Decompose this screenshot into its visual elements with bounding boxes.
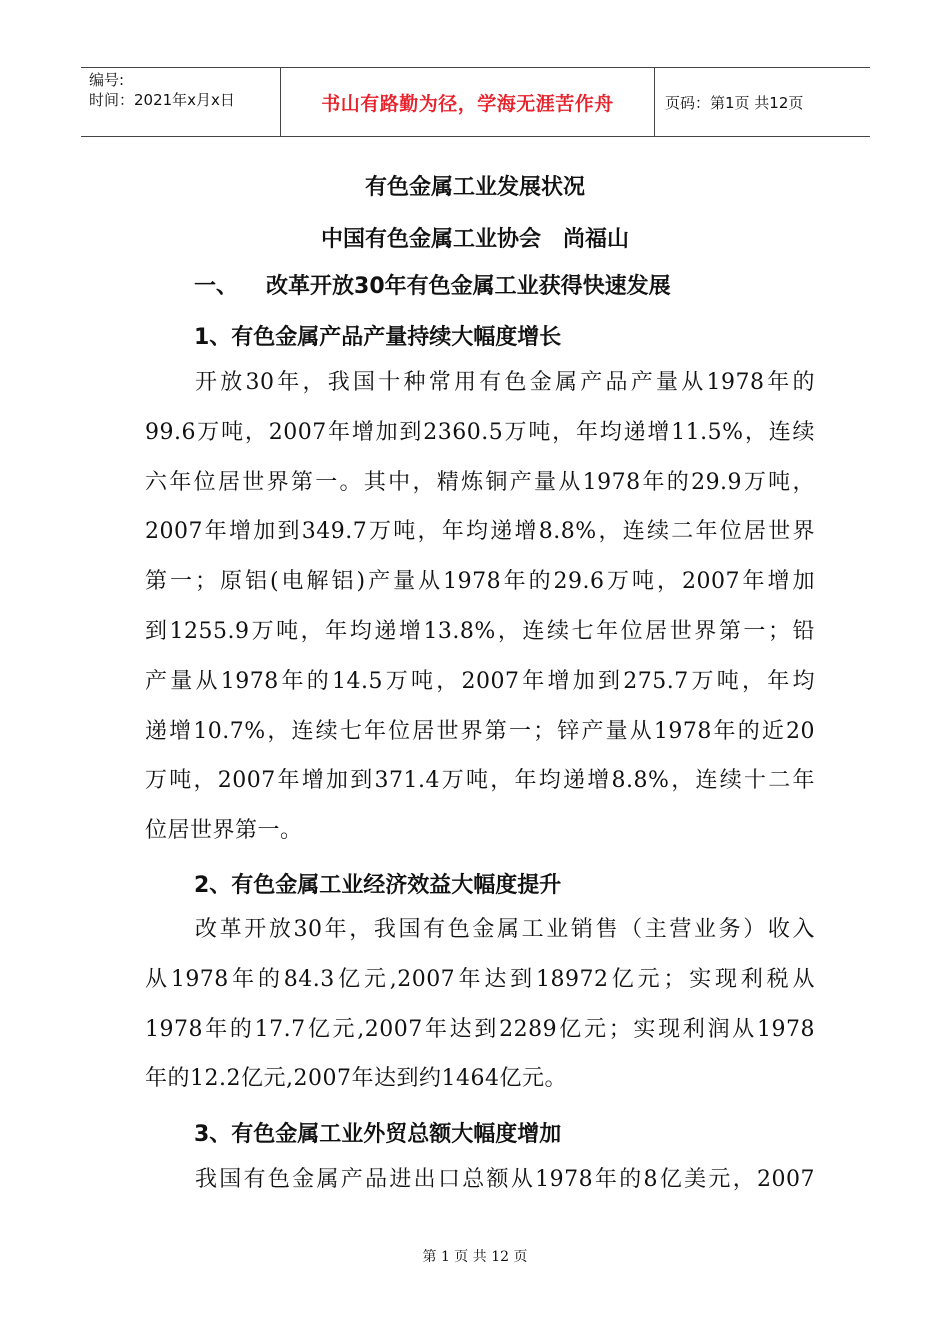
header-info-cell (81, 68, 281, 136)
document-number-label: 编号: (89, 71, 125, 89)
paragraph-1 (145, 358, 815, 856)
paragraph-line: 99.6万吨，2007年增加到2360.5万吨，年均递增11.5%，连续 (145, 419, 815, 445)
header-motto-cell (281, 68, 655, 136)
paragraph-line: 开放30年，我国十种常用有色金属产品产量从1978年的 (195, 370, 815, 395)
page-header (81, 67, 870, 137)
paragraph-line: 从1978年的84.3亿元,2007年达到18972亿元；实现利税从 (145, 966, 815, 992)
document-author: 中国有色金属工业协会 尚福山 (320, 227, 629, 252)
header-page-number: 页码：第1页 共12页 (665, 93, 804, 112)
paragraph-2 (145, 905, 815, 1104)
paragraph-line: 年的12.2亿元,2007年达到约1464亿元。 (145, 1066, 567, 1092)
section-title: 改革开放30年有色金属工业获得快速发展 (266, 274, 671, 299)
paragraph-line: 产量从1978年的14.5万吨，2007年增加到275.7万吨，年均 (145, 668, 815, 694)
section-number: 一、 (194, 274, 239, 299)
subsection-heading-2: 2、有色金属工业经济效益大幅度提升 (194, 873, 562, 898)
paragraph-line: 我国有色金属产品进出口总额从1978年的8亿美元，2007 (195, 1167, 815, 1192)
paragraph-line: 递增10.7%，连续七年位居世界第一；锌产量从1978年的近20 (145, 718, 815, 744)
paragraph-line: 万吨，2007年增加到371.4万吨，年均递增8.8%，连续十二年 (145, 768, 815, 794)
section-heading (194, 269, 671, 300)
paragraph-line: 改革开放30年，我国有色金属工业销售（主营业务）收入 (195, 917, 815, 942)
paragraph-3 (145, 1155, 815, 1205)
paragraph-line: 六年位居世界第一。其中，精炼铜产量从1978年的29.9万吨， (145, 469, 815, 495)
document-title: 有色金属工业发展状况 (364, 175, 585, 200)
header-page-cell (655, 68, 870, 136)
header-motto: 书山有路勤为径，学海无涯苦作舟 (321, 92, 614, 115)
document-date-label: 时间：2021年x月x日 (89, 91, 235, 109)
subsection-heading-1: 1、有色金属产品产量持续大幅度增长 (194, 325, 562, 350)
paragraph-line: 到1255.9万吨，年均递增13.8%，连续七年位居世界第一；铅 (145, 618, 815, 644)
paragraph-line: 1978年的17.7亿元,2007年达到2289亿元；实现利润从1978 (145, 1016, 815, 1042)
paragraph-line: 2007年增加到349.7万吨，年均递增8.8%，连续二年位居世界 (145, 519, 815, 545)
subsection-heading-3: 3、有色金属工业外贸总额大幅度增加 (194, 1122, 562, 1147)
page-footer: 第 1 页 共 12 页 (422, 1249, 528, 1265)
paragraph-line: 位居世界第一。 (145, 818, 303, 844)
paragraph-line: 第一；原铝(电解铝)产量从1978年的29.6万吨，2007年增加 (145, 569, 815, 595)
